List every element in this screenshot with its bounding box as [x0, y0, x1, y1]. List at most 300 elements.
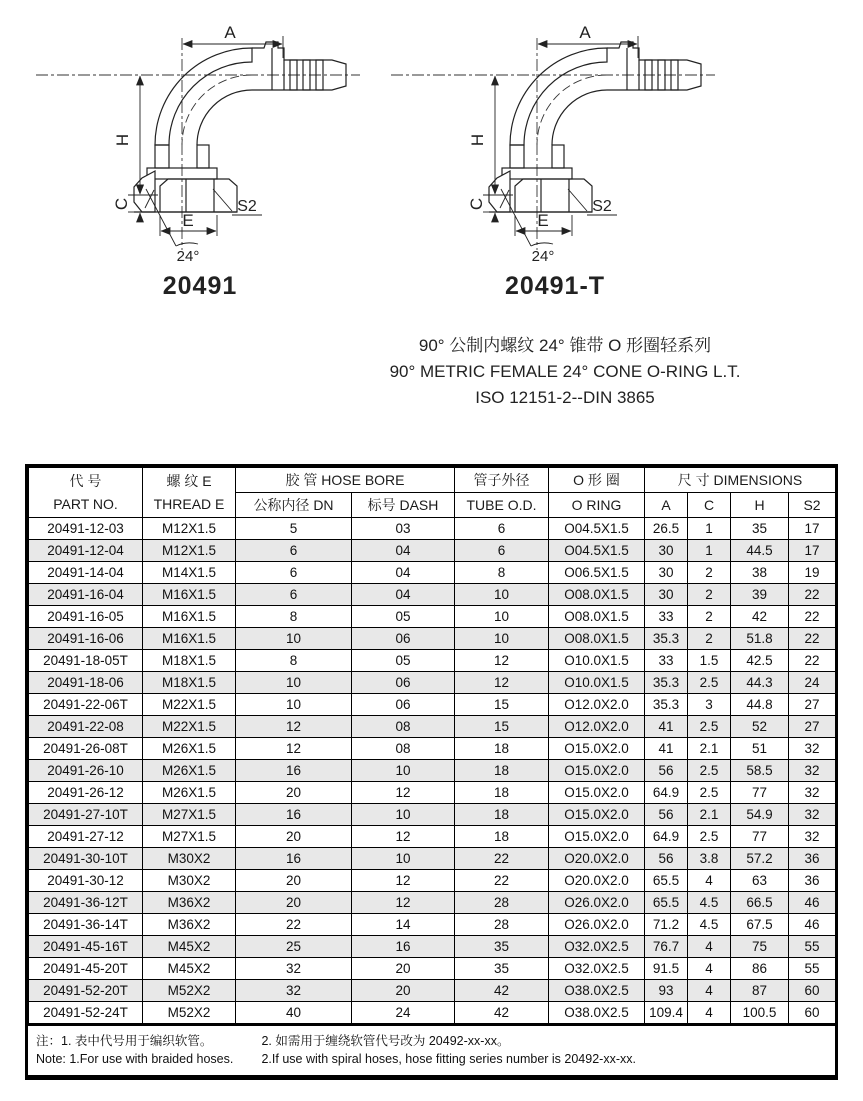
table-cell: 4: [688, 870, 731, 892]
table-cell: 32: [789, 826, 836, 848]
table-row: [29, 980, 836, 1002]
table-cell: O06.5X1.5: [549, 562, 645, 584]
table-cell: 44.5: [731, 540, 789, 562]
table-cell: 4: [688, 980, 731, 1002]
parts-table: [28, 467, 836, 1024]
table-cell: 20: [236, 870, 352, 892]
table-cell: 56: [645, 804, 688, 826]
col-header-dim-s2: S2: [789, 493, 836, 518]
table-cell: 30: [645, 562, 688, 584]
dim-label-c: C: [467, 197, 486, 211]
parts-table-body: [29, 518, 836, 1024]
table-row: [29, 958, 836, 980]
table-cell: 2: [688, 562, 731, 584]
table-cell: 32: [789, 738, 836, 760]
table-cell: 4.5: [688, 892, 731, 914]
table-cell: M16X1.5: [143, 584, 236, 606]
table-cell: 28: [455, 914, 549, 936]
note-en-2: 2.If use with spiral hoses, hose fitting series number is 20492-xx-xx.: [261, 1052, 636, 1066]
table-cell: 55: [789, 958, 836, 980]
swivel-nut: [134, 171, 237, 212]
table-cell: 1.5: [688, 650, 731, 672]
table-cell: 77: [731, 826, 789, 848]
table-cell: 2.1: [688, 738, 731, 760]
table-row: [29, 672, 836, 694]
table-cell: 41: [645, 738, 688, 760]
table-cell: M30X2: [143, 848, 236, 870]
table-cell: O08.0X1.5: [549, 584, 645, 606]
table-cell: 36: [789, 870, 836, 892]
table-row: [29, 606, 836, 628]
table-cell: M18X1.5: [143, 650, 236, 672]
table-cell: 20491-36-14T: [29, 914, 143, 936]
dim-label-e: E: [537, 211, 549, 230]
table-cell: 30: [645, 540, 688, 562]
table-cell: 06: [352, 694, 455, 716]
table-cell: 10: [352, 760, 455, 782]
table-cell: 16: [352, 936, 455, 958]
table-cell: 4: [688, 936, 731, 958]
table-row: [29, 782, 836, 804]
table-row: [29, 892, 836, 914]
col-header-tube-od-en: TUBE O.D.: [455, 493, 549, 518]
dim-label-h: H: [113, 133, 132, 147]
table-cell: 10: [455, 628, 549, 650]
table-cell: 20491-30-12: [29, 870, 143, 892]
table-cell: M26X1.5: [143, 738, 236, 760]
table-cell: O12.0X2.0: [549, 694, 645, 716]
table-cell: 03: [352, 518, 455, 540]
table-cell: 100.5: [731, 1002, 789, 1024]
table-cell: 6: [455, 540, 549, 562]
table-cell: 27: [789, 694, 836, 716]
table-cell: 86: [731, 958, 789, 980]
table-cell: 33: [645, 606, 688, 628]
table-cell: 20491-27-12: [29, 826, 143, 848]
table-cell: 8: [236, 650, 352, 672]
table-row: [29, 1002, 836, 1024]
table-cell: 2: [688, 606, 731, 628]
table-cell: 17: [789, 518, 836, 540]
table-cell: 2.5: [688, 782, 731, 804]
col-header-thread: 螺 纹 E THREAD E: [143, 468, 236, 518]
table-cell: 17: [789, 540, 836, 562]
dim-label-s2: S2: [592, 198, 612, 215]
table-cell: O08.0X1.5: [549, 606, 645, 628]
table-cell: 32: [789, 782, 836, 804]
table-cell: 51.8: [731, 628, 789, 650]
col-header-dn: 公称内径 DN: [236, 493, 352, 518]
table-row: [29, 760, 836, 782]
col-header-dim-a: A: [645, 493, 688, 518]
table-row: [29, 650, 836, 672]
table-cell: 16: [236, 848, 352, 870]
table-cell: 3: [688, 694, 731, 716]
table-cell: 05: [352, 650, 455, 672]
note-en-1: Note: 1.For use with braided hoses.: [36, 1052, 234, 1066]
table-cell: 20491-45-16T: [29, 936, 143, 958]
table-cell: O15.0X2.0: [549, 826, 645, 848]
table-cell: 4: [688, 1002, 731, 1024]
table-cell: 32: [236, 958, 352, 980]
table-row: [29, 518, 836, 540]
fitting-drawing-20491: [30, 8, 370, 270]
table-cell: O20.0X2.0: [549, 870, 645, 892]
table-cell: 67.5: [731, 914, 789, 936]
dim-label-a: A: [224, 23, 236, 42]
table-cell: M45X2: [143, 958, 236, 980]
table-cell: 38: [731, 562, 789, 584]
table-cell: 35: [455, 936, 549, 958]
table-cell: 14: [352, 914, 455, 936]
table-cell: 41: [645, 716, 688, 738]
table-cell: 6: [236, 562, 352, 584]
table-cell: M12X1.5: [143, 540, 236, 562]
table-cell: 04: [352, 562, 455, 584]
table-cell: 12: [352, 782, 455, 804]
table-cell: 20491-52-24T: [29, 1002, 143, 1024]
table-cell: 1: [688, 518, 731, 540]
table-cell: 28: [455, 892, 549, 914]
table-cell: 20491-16-04: [29, 584, 143, 606]
table-cell: 25: [236, 936, 352, 958]
note-cn-1: 注：1. 表中代号用于编织软管。: [36, 1034, 213, 1048]
hose-barb: [607, 42, 701, 90]
table-cell: 15: [455, 716, 549, 738]
table-cell: 20491-22-08: [29, 716, 143, 738]
table-cell: 77: [731, 782, 789, 804]
table-cell: 2: [688, 628, 731, 650]
col-header-oring-cn: O 形 圈: [549, 468, 645, 493]
table-cell: 46: [789, 892, 836, 914]
table-cell: 20491-52-20T: [29, 980, 143, 1002]
table-cell: 10: [352, 848, 455, 870]
table-cell: 16: [236, 804, 352, 826]
series-title: [215, 333, 863, 411]
note-line-en: [36, 1050, 827, 1068]
table-cell: 06: [352, 628, 455, 650]
table-cell: 20491-18-06: [29, 672, 143, 694]
table-cell: 20491-26-12: [29, 782, 143, 804]
table-cell: O32.0X2.5: [549, 958, 645, 980]
table-cell: O04.5X1.5: [549, 540, 645, 562]
table-cell: 109.4: [645, 1002, 688, 1024]
series-title-cn: 90° 公制内螺纹 24° 锥带 O 形圈轻系列: [418, 336, 712, 355]
table-cell: O10.0X1.5: [549, 672, 645, 694]
table-cell: 22: [236, 914, 352, 936]
table-cell: M22X1.5: [143, 694, 236, 716]
table-cell: 20491-22-06T: [29, 694, 143, 716]
table-row: [29, 716, 836, 738]
table-cell: 10: [455, 584, 549, 606]
table-cell: 2.1: [688, 804, 731, 826]
table-cell: 51: [731, 738, 789, 760]
table-cell: O38.0X2.5: [549, 1002, 645, 1024]
table-cell: 36: [789, 848, 836, 870]
table-cell: 35: [731, 518, 789, 540]
table-cell: 42.5: [731, 650, 789, 672]
table-cell: 76.7: [645, 936, 688, 958]
table-cell: O15.0X2.0: [549, 804, 645, 826]
table-cell: 24: [352, 1002, 455, 1024]
table-cell: 64.9: [645, 782, 688, 804]
series-title-en: 90° METRIC FEMALE 24° CONE O-RING L.T.: [389, 362, 741, 381]
table-cell: 10: [236, 628, 352, 650]
table-cell: 10: [236, 694, 352, 716]
table-cell: 56: [645, 848, 688, 870]
table-cell: 20491-12-04: [29, 540, 143, 562]
table-cell: 20: [352, 958, 455, 980]
table-cell: 20491-27-10T: [29, 804, 143, 826]
table-cell: 12: [352, 870, 455, 892]
table-cell: 04: [352, 540, 455, 562]
table-cell: 46: [789, 914, 836, 936]
table-cell: 55: [789, 936, 836, 958]
col-header-dim-c: C: [688, 493, 731, 518]
table-cell: 12: [236, 716, 352, 738]
table-cell: 4: [688, 958, 731, 980]
table-row: [29, 848, 836, 870]
part-number-right: 20491-T: [504, 272, 606, 300]
table-cell: 22: [455, 848, 549, 870]
table-notes: [28, 1024, 835, 1075]
table-cell: 22: [789, 650, 836, 672]
table-cell: 27: [789, 716, 836, 738]
table-cell: 6: [455, 518, 549, 540]
table-row: [29, 914, 836, 936]
table-cell: 20491-12-03: [29, 518, 143, 540]
table-cell: M36X2: [143, 892, 236, 914]
table-cell: 8: [455, 562, 549, 584]
table-cell: 65.5: [645, 870, 688, 892]
table-cell: M52X2: [143, 1002, 236, 1024]
table-cell: O32.0X2.5: [549, 936, 645, 958]
table-cell: 18: [455, 804, 549, 826]
dim-label-h: H: [468, 133, 487, 147]
table-cell: 08: [352, 716, 455, 738]
table-cell: 42: [455, 980, 549, 1002]
table-cell: M27X1.5: [143, 804, 236, 826]
table-cell: 6: [236, 584, 352, 606]
table-cell: 1: [688, 540, 731, 562]
col-header-dash: 标号 DASH: [352, 493, 455, 518]
table-cell: 66.5: [731, 892, 789, 914]
table-cell: 20491-16-05: [29, 606, 143, 628]
hose-barb: [252, 42, 346, 90]
table-cell: 3.8: [688, 848, 731, 870]
table-cell: 20: [236, 892, 352, 914]
table-cell: 87: [731, 980, 789, 1002]
swivel-nut: [489, 171, 592, 212]
table-cell: 54.9: [731, 804, 789, 826]
table-cell: 42: [455, 1002, 549, 1024]
table-cell: 05: [352, 606, 455, 628]
table-cell: M12X1.5: [143, 518, 236, 540]
col-header-part-no: 代 号 PART NO.: [29, 468, 143, 518]
table-row: [29, 694, 836, 716]
table-cell: 2.5: [688, 716, 731, 738]
table-cell: O08.0X1.5: [549, 628, 645, 650]
table-cell: 06: [352, 672, 455, 694]
table-cell: 12: [352, 826, 455, 848]
elbow-body: [147, 48, 252, 179]
table-cell: 35.3: [645, 672, 688, 694]
table-cell: 35: [455, 958, 549, 980]
table-cell: 20491-30-10T: [29, 848, 143, 870]
table-cell: 18: [455, 826, 549, 848]
table-cell: 22: [455, 870, 549, 892]
table-cell: 2.5: [688, 672, 731, 694]
table-cell: 4.5: [688, 914, 731, 936]
table-cell: 12: [352, 892, 455, 914]
table-cell: 18: [455, 782, 549, 804]
table-cell: M52X2: [143, 980, 236, 1002]
table-cell: 2.5: [688, 760, 731, 782]
table-cell: 35.3: [645, 694, 688, 716]
table-cell: 60: [789, 1002, 836, 1024]
table-cell: M30X2: [143, 870, 236, 892]
table-cell: 35.3: [645, 628, 688, 650]
table-cell: 33: [645, 650, 688, 672]
table-cell: 18: [455, 738, 549, 760]
table-cell: O26.0X2.0: [549, 914, 645, 936]
table-cell: 71.2: [645, 914, 688, 936]
table-cell: 42: [731, 606, 789, 628]
table-cell: 20: [352, 980, 455, 1002]
table-cell: 5: [236, 518, 352, 540]
table-cell: 8: [236, 606, 352, 628]
table-cell: 63: [731, 870, 789, 892]
table-cell: 32: [789, 760, 836, 782]
col-header-dim-h: H: [731, 493, 789, 518]
dim-label-a: A: [579, 23, 591, 42]
table-cell: 32: [236, 980, 352, 1002]
table-row: [29, 738, 836, 760]
table-cell: O10.0X1.5: [549, 650, 645, 672]
table-cell: O26.0X2.0: [549, 892, 645, 914]
table-cell: 20491-18-05T: [29, 650, 143, 672]
col-header-tube-od-cn: 管子外径: [455, 468, 549, 493]
table-cell: 20491-36-12T: [29, 892, 143, 914]
table-cell: 30: [645, 584, 688, 606]
table-cell: 6: [236, 540, 352, 562]
table-cell: 52: [731, 716, 789, 738]
table-cell: 2.5: [688, 826, 731, 848]
table-cell: M36X2: [143, 914, 236, 936]
table-cell: O20.0X2.0: [549, 848, 645, 870]
dim-label-angle: 24°: [531, 248, 555, 265]
table-cell: 12: [455, 672, 549, 694]
dim-label-c: C: [112, 197, 131, 211]
col-group-dimensions: 尺 寸 DIMENSIONS: [645, 468, 836, 493]
table-cell: 20491-26-10: [29, 760, 143, 782]
table-cell: 19: [789, 562, 836, 584]
table-cell: M16X1.5: [143, 628, 236, 650]
table-cell: O15.0X2.0: [549, 782, 645, 804]
col-group-hose-bore: 胶 管 HOSE BORE: [236, 468, 455, 493]
table-cell: 64.9: [645, 826, 688, 848]
table-cell: 24: [789, 672, 836, 694]
table-cell: 15: [455, 694, 549, 716]
col-header-oring-en: O RING: [549, 493, 645, 518]
table-cell: 12: [236, 738, 352, 760]
table-cell: 58.5: [731, 760, 789, 782]
parts-table-container: [25, 464, 838, 1080]
table-row: [29, 562, 836, 584]
table-cell: 75: [731, 936, 789, 958]
table-cell: 10: [455, 606, 549, 628]
dim-label-e: E: [182, 211, 194, 230]
table-cell: 32: [789, 804, 836, 826]
table-cell: O38.0X2.5: [549, 980, 645, 1002]
table-cell: M14X1.5: [143, 562, 236, 584]
centerlines: [391, 38, 715, 250]
table-cell: 20: [236, 782, 352, 804]
table-cell: 16: [236, 760, 352, 782]
table-row: [29, 584, 836, 606]
dim-label-s2: S2: [237, 198, 257, 215]
centerlines: [36, 38, 360, 250]
fitting-drawing-20491-t: [385, 8, 725, 270]
dim-label-angle: 24°: [176, 248, 200, 265]
table-cell: M26X1.5: [143, 760, 236, 782]
table-cell: 56: [645, 760, 688, 782]
part-number-left: 20491: [162, 272, 238, 300]
elbow-body: [502, 48, 607, 179]
table-cell: 44.8: [731, 694, 789, 716]
series-title-iso: ISO 12151-2--DIN 3865: [475, 388, 655, 407]
table-cell: 2: [688, 584, 731, 606]
table-cell: 12: [455, 650, 549, 672]
table-cell: 40: [236, 1002, 352, 1024]
table-cell: 65.5: [645, 892, 688, 914]
table-cell: 10: [236, 672, 352, 694]
table-row: [29, 936, 836, 958]
note-line-cn: [36, 1032, 827, 1050]
table-cell: 04: [352, 584, 455, 606]
table-cell: M22X1.5: [143, 716, 236, 738]
table-row: [29, 540, 836, 562]
table-cell: 22: [789, 606, 836, 628]
table-cell: 60: [789, 980, 836, 1002]
table-cell: 20491-26-08T: [29, 738, 143, 760]
table-cell: O12.0X2.0: [549, 716, 645, 738]
table-cell: 57.2: [731, 848, 789, 870]
table-row: [29, 804, 836, 826]
table-cell: M16X1.5: [143, 606, 236, 628]
note-cn-2: 2. 如需用于缠绕软管代号改为 20492-xx-xx。: [261, 1034, 510, 1048]
table-cell: 20491-16-06: [29, 628, 143, 650]
table-cell: M45X2: [143, 936, 236, 958]
table-cell: 91.5: [645, 958, 688, 980]
table-cell: O04.5X1.5: [549, 518, 645, 540]
table-row: [29, 870, 836, 892]
table-cell: O15.0X2.0: [549, 738, 645, 760]
table-cell: 44.3: [731, 672, 789, 694]
table-cell: 22: [789, 584, 836, 606]
table-cell: 18: [455, 760, 549, 782]
table-row: [29, 628, 836, 650]
table-cell: 39: [731, 584, 789, 606]
table-cell: M18X1.5: [143, 672, 236, 694]
table-cell: 20491-14-04: [29, 562, 143, 584]
table-cell: 10: [352, 804, 455, 826]
table-cell: M27X1.5: [143, 826, 236, 848]
table-cell: O15.0X2.0: [549, 760, 645, 782]
table-row: [29, 826, 836, 848]
table-cell: M26X1.5: [143, 782, 236, 804]
table-cell: 20: [236, 826, 352, 848]
